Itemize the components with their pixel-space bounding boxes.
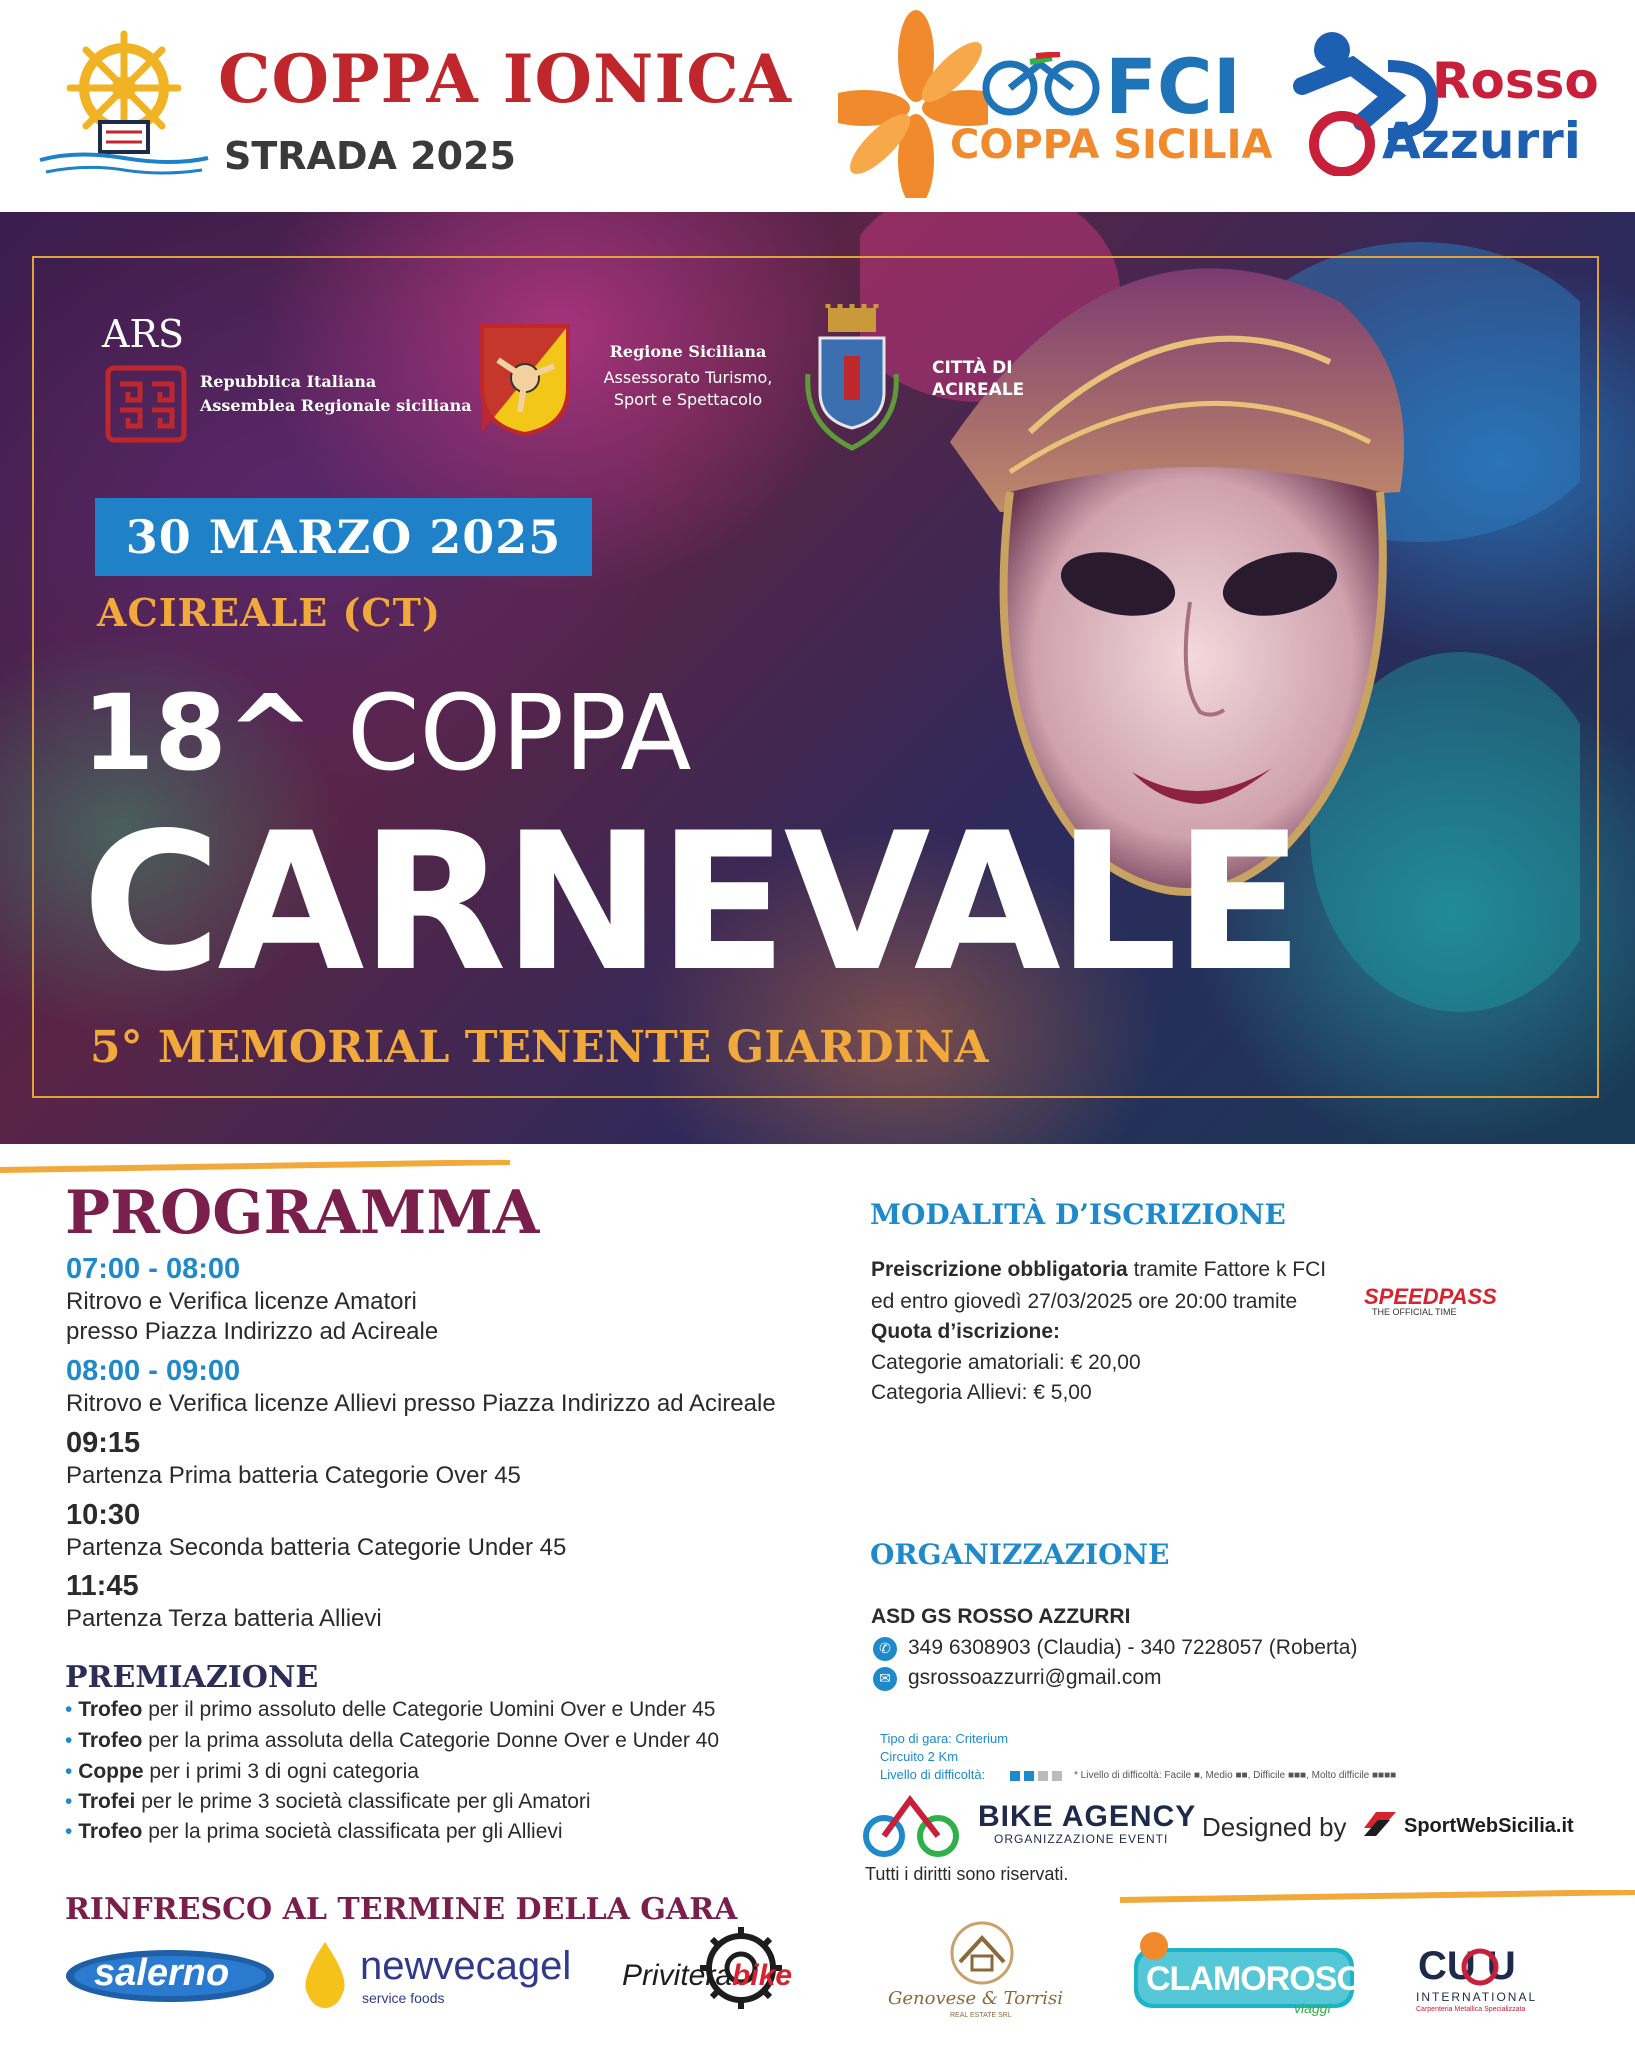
event-name: CARNEVALE <box>82 792 1300 1013</box>
cuu-wordmark: CU U <box>1418 1944 1516 1988</box>
sponsor-salerno <box>60 1940 280 2010</box>
bike-agency-name: BIKE AGENCY <box>978 1800 1197 1833</box>
rinfresco-title: RINFRESCO AL TERMINE DELLA GARA <box>65 1892 738 1927</box>
race-circuit: Circuito 2 Km <box>880 1749 959 1764</box>
sponsor-clamoroso <box>1124 1926 1373 2026</box>
regione-line-3: Sport e Spettacolo <box>613 390 763 409</box>
sponsor-genovese-torrisi <box>880 1920 1080 2030</box>
sportwebsicilia-link[interactable]: SportWebSicilia.it <box>1404 1815 1574 1837</box>
ars-logo-text: ARS <box>102 312 185 356</box>
edition-word: COPPA <box>346 672 692 794</box>
rights-notice: Tutti i diritti sono riservati. <box>865 1864 1069 1884</box>
ars-emblem-icon <box>104 364 188 444</box>
sponsor-newvecagel <box>300 1932 600 2022</box>
speedpass-logo: SPEEDPASS <box>1364 1284 1497 1309</box>
regione-siciliana-shield-icon <box>478 322 572 438</box>
quota-allievi: Categoria Allievi: € 5,00 <box>871 1381 1092 1404</box>
cuu-ring-icon <box>1460 1946 1500 1988</box>
orange-accent-line-left <box>0 1160 520 1174</box>
email-icon: ✉ <box>873 1667 897 1691</box>
schedule-time-1: 07:00 - 08:00 <box>66 1253 241 1285</box>
schedule-text-5: Partenza Terza batteria Allievi <box>66 1605 382 1632</box>
ars-line-1: Repubblica Italiana <box>200 372 377 391</box>
acireale-coat-of-arms-icon <box>800 304 904 454</box>
sportwebsicilia-logo-icon <box>1360 1808 1400 1840</box>
citta-line-1: CITTÀ DI <box>932 358 1013 378</box>
newvecagel-wordmark: newvecagel <box>360 1944 572 1988</box>
designed-by-label: Designed by <box>1202 1812 1347 1842</box>
clamoroso-wordmark: CLAMOROSO! <box>1146 1960 1373 1998</box>
coppa-ionica-logo <box>36 30 212 180</box>
prize-item: • Trofeo per la prima società classificata per gli Allievi <box>65 1820 563 1843</box>
organizzazione-title: ORGANIZZAZIONE <box>870 1538 1170 1571</box>
sponsor-cuu-international <box>1410 1944 1590 2024</box>
schedule-time-5: 11:45 <box>66 1570 139 1602</box>
schedule-text-1a: Ritrovo e Verifica licenze Amatori <box>66 1288 417 1315</box>
prize-item: • Trofeo per il primo assoluto delle Categorie Uomini Over e Under 45 <box>65 1698 716 1721</box>
brand-title: COPPA IONICA <box>218 40 792 118</box>
organizer-phone[interactable]: 349 6308903 (Claudia) - 340 7228057 (Roberta) <box>908 1636 1358 1659</box>
iscrizione-line-1: Preiscrizione obbligatoria tramite Fattore k FCI <box>871 1258 1327 1281</box>
genovese-tagline: REAL ESTATE SRL <box>950 2012 1012 2019</box>
prize-item: • Trofeo per la prima assoluta della Categorie Donne Over e Under 40 <box>65 1729 720 1752</box>
citta-line-2: ACIREALE <box>932 380 1025 400</box>
schedule-text-3: Partenza Prima batteria Categorie Over 45 <box>66 1462 521 1489</box>
house-icon <box>942 1920 1022 1986</box>
difficulty-indicator <box>1010 1769 1066 1783</box>
orange-accent-line-right <box>1120 1890 1635 1904</box>
salerno-wordmark: salerno <box>94 1952 230 1994</box>
regione-line-2: Assessorato Turismo, <box>603 368 773 387</box>
newvecagel-drop-icon <box>300 1940 350 2010</box>
fci-title: FCI <box>1105 42 1241 131</box>
bicycle-icon <box>982 52 1102 122</box>
edition-title <box>82 672 691 794</box>
edition-number: 18^ <box>82 672 314 794</box>
phone-icon: ✆ <box>873 1637 897 1661</box>
bike-agency-logo <box>862 1790 962 1860</box>
schedule-text-4: Partenza Seconda batteria Categorie Under 45 <box>66 1534 567 1561</box>
schedule-time-3: 09:15 <box>66 1427 141 1459</box>
brand-subtitle: STRADA 2025 <box>224 134 516 178</box>
schedule-text-1b: presso Piazza Indirizzo ad Acireale <box>66 1318 439 1345</box>
schedule-time-2: 08:00 - 09:00 <box>66 1355 241 1387</box>
hero-banner <box>0 212 1635 1144</box>
cuu-tagline-2: Carpenteria Metallica Specializzata <box>1416 2006 1526 2013</box>
genovese-wordmark: Genovese & Torrisi <box>888 1988 1064 2009</box>
race-type: Tipo di gara: Criterium <box>880 1731 1009 1746</box>
prize-item: • Coppe per i primi 3 di ogni categoria <box>65 1760 419 1783</box>
header <box>0 0 1635 212</box>
fci-flower-logo <box>838 8 988 198</box>
schedule-text-2: Ritrovo e Verifica licenze Allievi presso Piazza Indirizzo ad Acireale <box>66 1390 776 1417</box>
cuu-tagline: INTERNATIONAL <box>1416 1990 1538 2004</box>
azzurri-wordmark: Azzurri <box>1382 112 1581 170</box>
premiazione-title: PREMIAZIONE <box>65 1660 319 1695</box>
rosso-wordmark: Rosso <box>1432 52 1599 110</box>
difficulty-legend: * Livello di difficoltà: Facile ■, Medio ■■, Difficile ■■■, Molto difficile ■■■■ <box>1074 1770 1397 1781</box>
privitera-wordmark: Priviterabike <box>622 1959 793 1992</box>
newvecagel-tagline: service foods <box>362 1990 445 2006</box>
difficulty-label: Livello di difficoltà: <box>880 1767 986 1782</box>
organizer-email[interactable]: gsrossoazzurri@gmail.com <box>908 1666 1162 1689</box>
iscrizione-title: MODALITÀ D’ISCRIZIONE <box>870 1198 1286 1231</box>
quota-amatori: Categorie amatoriali: € 20,00 <box>871 1351 1141 1374</box>
event-place: ACIREALE (CT) <box>97 590 441 635</box>
sponsor-privitera-bike <box>622 1925 842 2025</box>
bike-agency-tagline: ORGANIZZAZIONE EVENTI <box>994 1832 1169 1846</box>
regione-line-1: Regione Siciliana <box>609 342 767 361</box>
quota-label: Quota d’iscrizione: <box>871 1320 1061 1343</box>
iscrizione-line-2: ed entro giovedì 27/03/2025 ore 20:00 tramite <box>871 1290 1298 1313</box>
event-date-badge: 30 MARZO 2025 <box>95 498 592 576</box>
schedule-time-4: 10:30 <box>66 1499 141 1531</box>
prize-item: • Trofei per le prime 3 società classificate per gli Amatori <box>65 1790 591 1813</box>
clamoroso-tagline: viaggi <box>1294 2000 1331 2016</box>
organizer-name: ASD GS ROSSO AZZURRI <box>871 1605 1131 1628</box>
memorial-subtitle: 5° MEMORIAL TENENTE GIARDINA <box>90 1022 989 1073</box>
speedpass-tagline: THE OFFICIAL TIME <box>1372 1307 1457 1317</box>
programma-title: PROGRAMMA <box>65 1178 540 1248</box>
coppa-sicilia-title: COPPA SICILIA <box>950 122 1273 168</box>
ars-line-2: Assemblea Regionale siciliana <box>200 396 472 415</box>
